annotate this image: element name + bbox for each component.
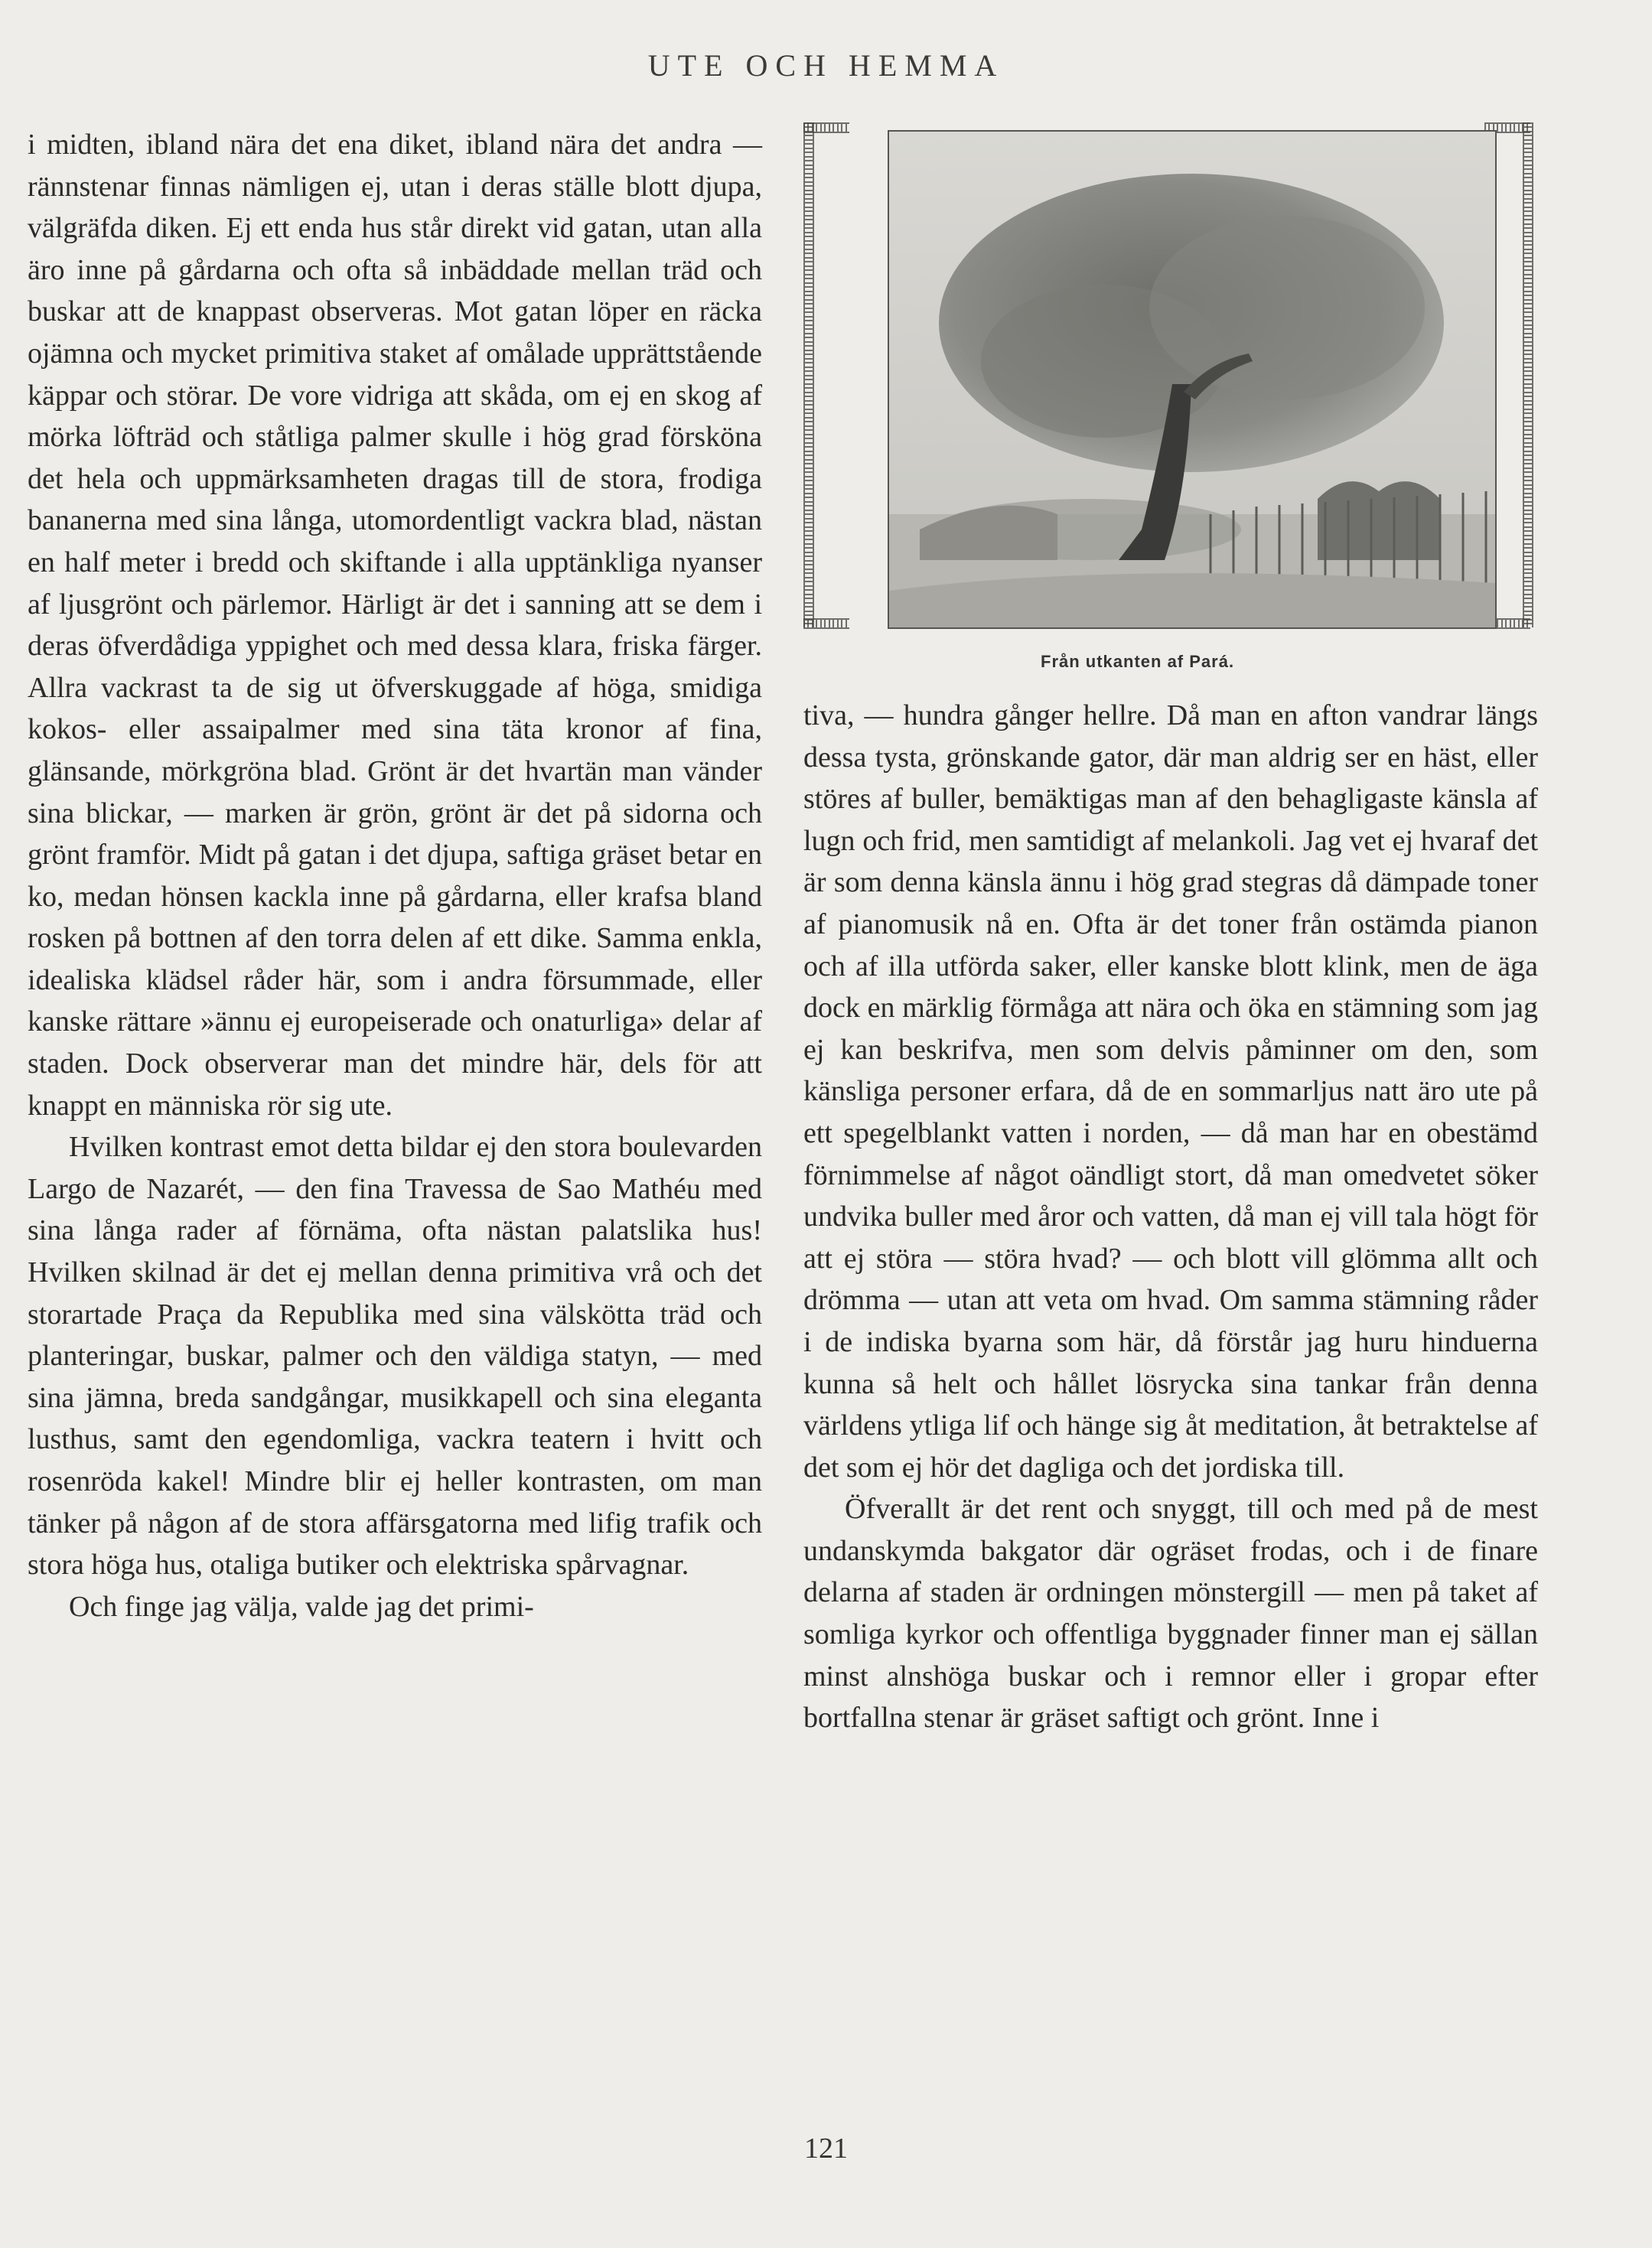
right-text-column: [803, 695, 1538, 1739]
tree-photograph-icon: [888, 130, 1497, 629]
paragraph: Och finge jag välja, valde jag det primi-: [69, 1590, 534, 1623]
ornamental-corner: [803, 122, 849, 133]
left-text-column: [28, 124, 762, 1627]
paragraph: tiva, — hundra gånger hellre. Då man en afton vandrar längs dessa tysta, grönskande gator, där man aldrig ser en häst, eller störes af buller, bemäktigas man af den behagligaste känsla af lugn och frid, men samtidigt af melankoli. Jag vet ej hvaraf det är som denna känsla ännu i hög grad stegras då dämpade toner af pianomusik nå en. Ofta är det toner från ostämda pianon och af illa utförda saker, eller kanske blott klink, men de äga dock en märklig förmåga att nära och öka en stämning som jag ej kan beskrifva, men som delvis påminner om den, som känsliga personer erfara, då de en sommarljus natt äro ute på ett spegelblankt vatten i norden, — då man har en obestämd förnimmelse af något oändligt stort, då man omedvetet söker undvika buller med åror och vatten, då man ej vill tala högt för att ej störa — störa hvad? — och blott vill glömma allt och drömma — utan att veta om hvad. Om samma stämning råder i de indiska byarna som här, då förstår jag huru hinduerna kunna så helt och hållet lösrycka sina tankar från denna världens ytliga lif och hänge sig åt meditation, åt betraktelse af det som ej hör det dagliga och det jordiska till.: [803, 699, 1538, 1484]
running-header: UTE OCH HEMMA: [647, 48, 1005, 83]
figure-caption: Från utkanten af Pará.: [1041, 652, 1235, 671]
paragraph: Öfverallt är det rent och snyggt, till och med på de mest undanskymda bakgator där ogräset frodas, och i de finare delarna af staden är ordningen mönstergill — men på taket af somliga kyrkor och offentliga byggnader finner man ej sällan minst alnshöga buskar och i remnor eller i gropar efter bortfallna stenar är gräset saftigt och grönt. Inne i: [803, 1493, 1538, 1735]
ornamental-corner: [803, 618, 849, 629]
figure: [802, 122, 1628, 643]
page-number: 121: [804, 2132, 848, 2165]
ornamental-border-right: [1523, 122, 1533, 627]
paragraph: Hvilken kontrast emot detta bildar ej den stora boulevarden Largo de Nazarét, — den fina Travessa de Sao Mathéu med sina långa rader af förnäma, ofta nästan palatslika hus! Hvilken skilnad är det ej mellan denna primitiva vrå och det storartade Praça da Republika med sina välskötta träd och planteringar, buskar, palmer och den väldiga statyn, — med sina jämna, breda sandgångar, musikkapell och sina eleganta lusthus, samt den egendomliga, vackra teatern i hvitt och rosenröda kakel! Mindre blir ej heller kontrasten, om man tänker på någon af de stora affärsgatorna med lifig trafik och stora höga hus, otaliga butiker och elektriska spårvagnar.: [28, 1131, 762, 1582]
paragraph: i midten, ibland nära det ena diket, ibland nära det andra — rännstenar finnas nämligen ej, utan i deras ställe blott djupa, välgräfda diken. Ej ett enda hus står direkt vid gatan, utan alla äro inne på gårdarna och ofta så inbäddade mellan träd och buskar att de knappast observeras. Mot gatan löper en räcka ojämna och mycket primitiva staket af omålade upprättstående käppar och störar. De vore vidriga att skåda, om ej en skog af mörka löfträd och ståtliga palmer skulle i hög grad försköna det hela och uppmärksamheten dragas till de stora, frodiga bananerna med sina långa, utomordentligt vackra blad, nästan en half meter i bredd och skiftande i alla upptänkliga nyanser af ljusgrönt och pärlemor. Härligt är det i sanning att se dem i deras öfverdådiga yppighet och med dessa klara, friska färger. Allra vackrast ta de sig ut öfverskuggade af höga, smidiga kokos- eller assaipalmer med sina täta kronor af fina, glänsande, mörkgröna blad. Grönt är det hvartän man vänder sina blickar, — marken är grön, grönt är det på sidorna och grönt framför. Midt på gatan i det djupa, saftiga gräset betar en ko, medan hönsen kackla inne på gårdarna, eller krafsa bland rosken på bottnen af den torra delen af ett dike. Samma enkla, idealiska klädsel råder här, som i andra försummade, eller kanske rättare »ännu ej europeiserade och onaturliga» delar af staden. Dock observerar man det mindre här, dels för att knappt en människa rör sig ute.: [28, 129, 762, 1122]
ornamental-border-left: [803, 122, 814, 627]
